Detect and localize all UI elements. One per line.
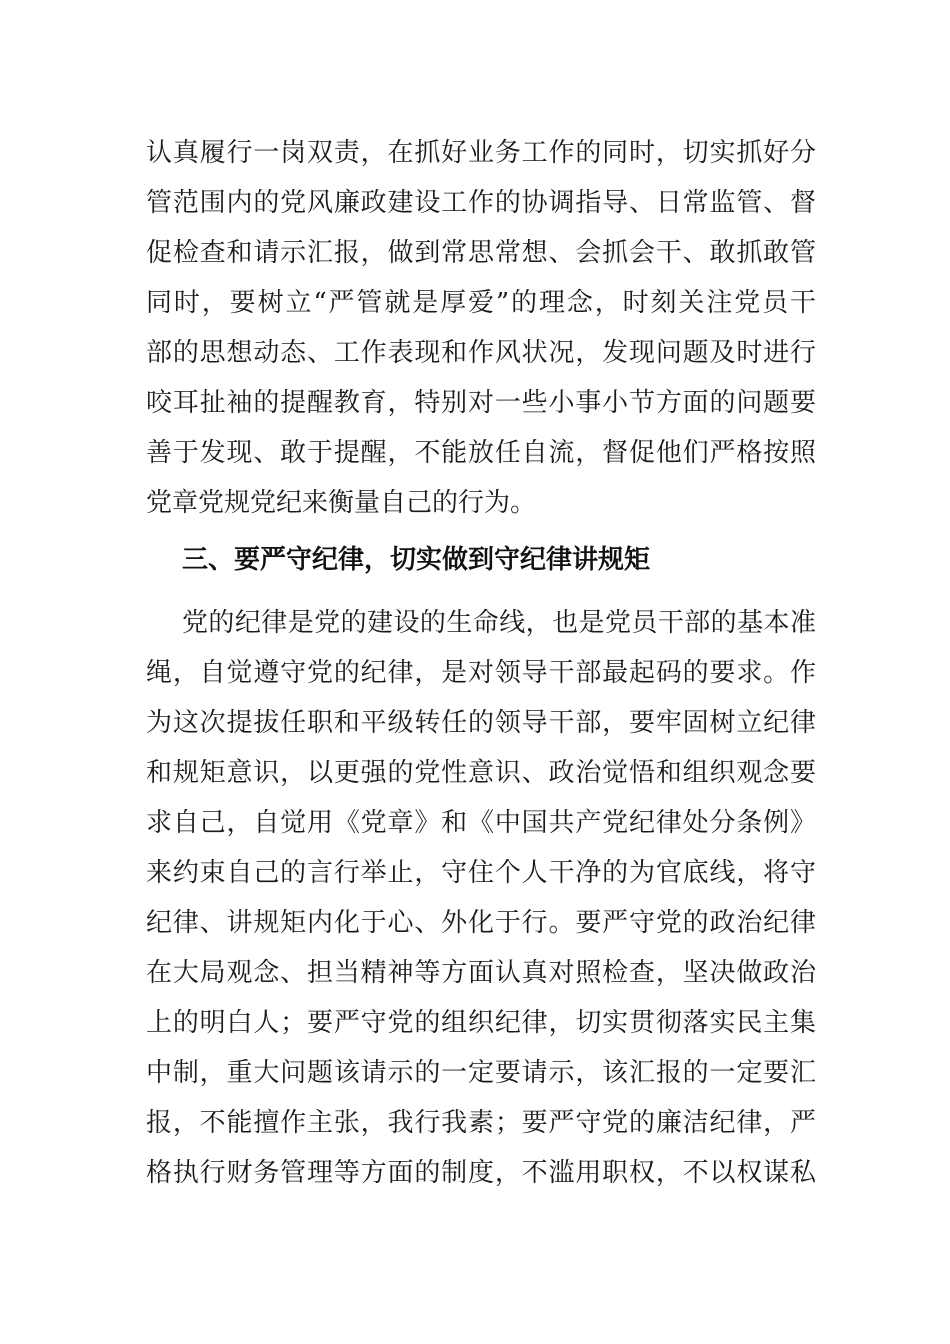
paragraph-line-first: 党的纪律是党的建设的生命线，也是党员干部的基本准	[182, 608, 816, 638]
paragraph-line: 善于发现、敢于提醒，不能放任自流，督促他们严格按照	[146, 438, 816, 468]
paragraph-line-last: 党章党规党纪来衡量自己的行为。	[146, 488, 537, 518]
paragraph-2	[146, 598, 816, 1198]
section-heading: 三、要严守纪律，切实做到守纪律讲规矩	[182, 545, 651, 575]
paragraph-line: 同时，要树立“严管就是厚爱”的理念，时刻关注党员干	[146, 288, 816, 318]
paragraph-line: 部的思想动态、工作表现和作风状况，发现问题及时进行	[146, 338, 816, 368]
paragraph-line: 上的明白人；要严守党的组织纪律，切实贯彻落实民主集	[146, 1008, 816, 1038]
paragraph-1	[146, 128, 816, 528]
paragraph-line: 和规矩意识，以更强的党性意识、政治觉悟和组织观念要	[146, 758, 816, 788]
paragraph-line: 求自己，自觉用《党章》和《中国共产党纪律处分条例》	[146, 808, 816, 838]
paragraph-line: 管范围内的党风廉政建设工作的协调指导、日常监管、督	[146, 188, 816, 218]
paragraph-line: 为这次提拔任职和平级转任的领导干部，要牢固树立纪律	[146, 708, 816, 738]
paragraph-line: 来约束自己的言行举止，守住个人干净的为官底线，将守	[146, 858, 816, 888]
paragraph-line: 格执行财务管理等方面的制度，不滥用职权，不以权谋私	[146, 1158, 816, 1188]
paragraph-line: 认真履行一岗双责，在抓好业务工作的同时，切实抓好分	[146, 138, 816, 168]
paragraph-line: 促检查和请示汇报，做到常思常想、会抓会干、敢抓敢管	[146, 238, 816, 268]
paragraph-line: 绳，自觉遵守党的纪律，是对领导干部最起码的要求。作	[146, 658, 816, 688]
paragraph-line: 在大局观念、担当精神等方面认真对照检查，坚决做政治	[146, 958, 816, 988]
paragraph-line: 咬耳扯袖的提醒教育，特别对一些小事小节方面的问题要	[146, 388, 816, 418]
paragraph-line: 纪律、讲规矩内化于心、外化于行。要严守党的政治纪律	[146, 908, 816, 938]
paragraph-line: 报，不能擅作主张，我行我素；要严守党的廉洁纪律，严	[146, 1108, 816, 1138]
paragraph-line: 中制，重大问题该请示的一定要请示，该汇报的一定要汇	[146, 1058, 816, 1088]
